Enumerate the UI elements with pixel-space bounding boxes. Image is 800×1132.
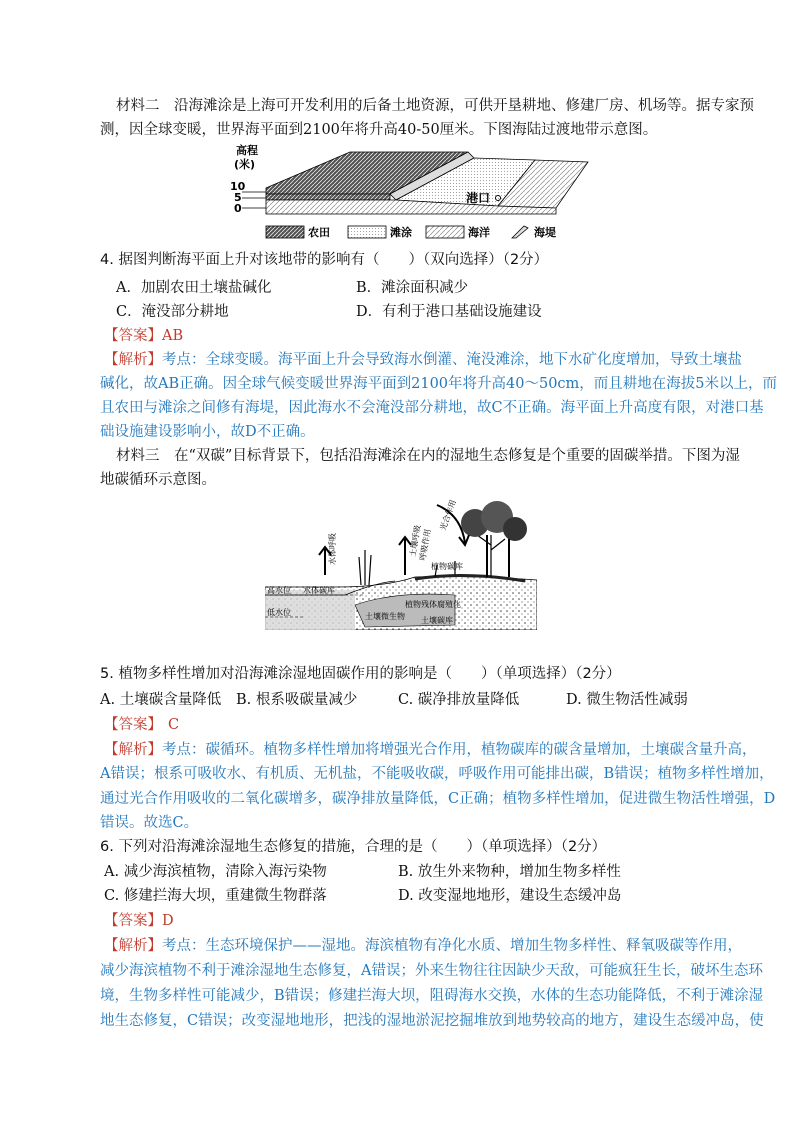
q6-option-d: D. 改变湿地地形，建设生态缓冲岛: [398, 888, 622, 904]
q5-option-a: A. 土壤碳含量降低: [100, 692, 222, 708]
label-humification: 植物残体腐殖化: [405, 600, 461, 609]
legend-dike: 海堤: [534, 226, 556, 239]
material2-line2: 测，因全球变暖，世界海平面到2100年将升高40-50厘米。下图海陆过渡地带示意图。: [100, 122, 658, 138]
q4-option-b: B．滩涂面积减少: [356, 280, 469, 296]
q5-option-b: B. 根系吸碳量减少: [236, 692, 358, 708]
y-axis-label-1: 高程: [236, 144, 258, 157]
label-photosynthesis: 光合作用: [438, 498, 458, 532]
q5-analysis-line3: 通过光合作用吸收的二氧化碳增多，碳净排放量降低，C正确；植物多样性增加，促进微生物活性增强，D: [100, 791, 776, 807]
y-axis-label-2: (米): [234, 158, 256, 171]
analysis-tag: 【解析】: [104, 352, 162, 368]
analysis-tag: 【解析】: [104, 938, 162, 954]
q5-analysis-line2: A错误；根系可吸收水、有机质、无机盐，不能吸收碳，呼吸作用可能排出碳，B错误；植物多样性增加，: [100, 766, 774, 782]
port-label: 港口: [466, 191, 491, 205]
q4-stem: 4. 据图判断海平面上升对该地带的影响有（ ）（双向选择）（2分）: [100, 252, 549, 268]
label-water-respiration: 水体呼吸: [328, 533, 337, 565]
label-respiration: 呼吸作用: [418, 528, 433, 562]
y-tick-10: 10: [230, 180, 246, 193]
q4-analysis-line4: 础设施建设影响小，故D不正确。: [100, 424, 315, 440]
q4-analysis-line2: 碱化，故AB正确。因全球气候变暖世界海平面到2100年将升高40～50cm，而且耕地在海拔5米以上，而: [100, 376, 778, 392]
legend: [266, 225, 556, 239]
q5-option-c: C. 碳净排放量降低: [398, 692, 520, 708]
label-plant-carbon-pool: 植物碳库: [431, 562, 463, 571]
q6-stem: 6. 下列对沿海滩涂湿地生态修复的措施，合理的是（ ）（单项选择）（2分）: [100, 839, 607, 855]
q4-answer: [104, 326, 183, 346]
q5-option-d: D. 微生物活性减弱: [566, 692, 688, 708]
answer-value: C: [168, 717, 180, 733]
y-tick-0: 0: [234, 202, 242, 215]
answer-value: D: [162, 913, 174, 929]
answer-tag: 【答案】: [104, 717, 162, 733]
q6-option-c: C. 修建拦海大坝，重建微生物群落: [104, 888, 327, 904]
wetland-carbon-cycle-diagram: [265, 495, 537, 630]
q5-answer: [104, 715, 179, 735]
q6-analysis-line4: 地生态修复，C错误；改变湿地地形，把浅的湿地淤泥挖掘堆放到地势较高的地方，建设生态缓冲岛，使: [100, 1013, 764, 1029]
q4-option-a: A．加剧农田土壤盐碱化: [116, 280, 272, 296]
label-soil-microbes: 土壤微生物: [365, 612, 405, 621]
legend-farmland: 农田: [308, 226, 330, 239]
q5-analysis-line4: 错误。故选C。: [100, 815, 199, 831]
label-water-carbon-pool: 水体碳库: [303, 586, 335, 595]
answer-tag: 【答案】: [104, 913, 162, 929]
q6-analysis-line2: 减少海滨植物不利于滩涂湿地生态修复，A错误；外来生物往往因缺少天敌，可能疯狂生长，破坏生态环: [100, 963, 763, 979]
q4-analysis-line3: 且农田与滩涂之间修有海堤，因此海水不会淹没部分耕地，故C不正确。海平面上升高度有限，对港口基: [100, 400, 764, 416]
legend-tidal-flat: 滩涂: [390, 226, 412, 239]
material2-line1: 材料二 沿海滩涂是上海可开发利用的后备土地资源，可供开垦耕地、修建厂房、机场等。据专家预: [116, 98, 754, 114]
y-tick-5: 5: [234, 191, 242, 204]
q5-analysis-line1: 【解析】考点：碳循环。植物多样性增加将增强光合作用，植物碳库的碳含量增加，土壤碳含量升高，: [104, 742, 757, 758]
analysis-tag: 【解析】: [104, 742, 162, 758]
legend-sea: 海洋: [468, 226, 490, 239]
label-soil-carbon-pool: 土壤碳库: [421, 616, 453, 625]
answer-tag: 【答案】: [104, 328, 162, 344]
material3-line1: 材料三 在“双碳”目标背景下，包括沿海滩涂在内的湿地生态修复是个重要的固碳举措。下图为湿: [116, 448, 740, 464]
q4-analysis-line1: 【解析】考点：全球变暖。海平面上升会导致海水倒灌、淹没滩涂，地下水矿化度增加，导致土壤盐: [104, 352, 742, 368]
material3-line2: 地碳循环示意图。: [100, 472, 216, 488]
label-low-water: 低水位: [267, 608, 291, 617]
q6-option-b: B. 放生外来物种，增加生物多样性: [398, 864, 621, 880]
answer-value: AB: [162, 328, 184, 344]
q6-answer: [104, 911, 174, 931]
q4-option-d: D．有利于港口基础设施建设: [356, 304, 542, 320]
label-soil-respiration: 土壤呼吸: [408, 524, 423, 558]
label-high-water: 高水位: [267, 586, 291, 595]
land-sea-transition-diagram: [230, 140, 590, 246]
q4-option-c: C．淹没部分耕地: [116, 304, 229, 320]
q6-option-a: A. 减少海滨植物，清除入海污染物: [104, 864, 327, 880]
q6-analysis-line1: 【解析】考点：生态环境保护——湿地。海滨植物有净化水质、增加生物多样性、释氧吸碳等作用，: [104, 938, 742, 954]
q6-analysis-line3: 境，生物多样性可能减少，B错误；修建拦海大坝，阻碍海水交换，水体的生态功能降低，不利于滩涂湿: [100, 988, 764, 1004]
q5-stem: 5. 植物多样性增加对沿海滩涂湿地固碳作用的影响是（ ）（单项选择）（2分）: [100, 666, 621, 682]
